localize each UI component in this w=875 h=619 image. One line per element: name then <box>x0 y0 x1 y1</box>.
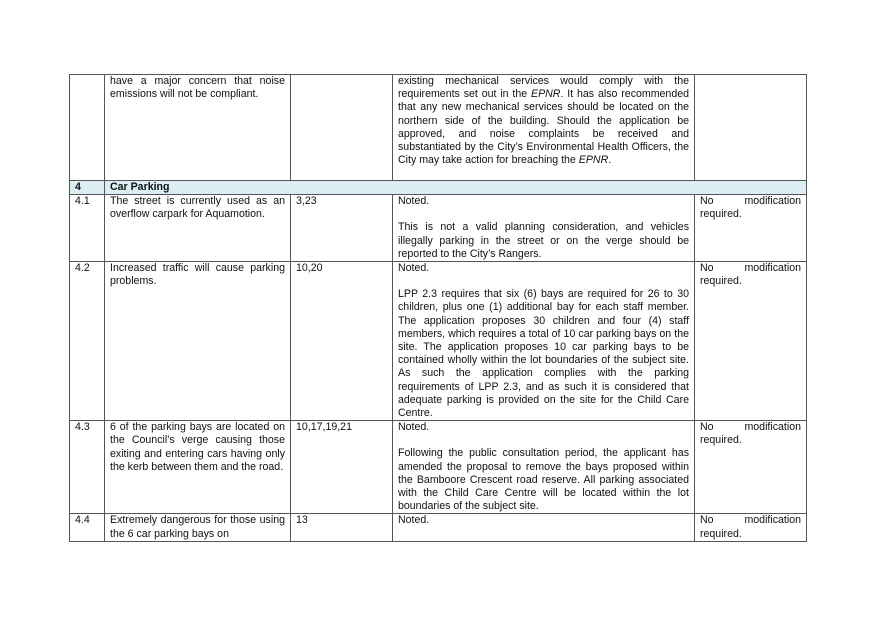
submitter-ids: 3,23 <box>291 195 393 262</box>
row-number-cell <box>70 75 105 181</box>
recommendation-cell <box>695 421 807 514</box>
submission-cell <box>105 75 291 181</box>
section-header-row <box>70 181 807 195</box>
submission-text: have a major concern that noise emissions will not be compliant. <box>110 75 285 101</box>
response-noted: Noted. <box>398 514 430 527</box>
response-cell <box>393 262 695 421</box>
submitter-ids: 10,17,19,21 <box>291 421 393 514</box>
row-number: 4.4 <box>70 514 105 541</box>
recommendation-line: No modification <box>700 514 801 527</box>
response-text: Following the public consultation period, the applicant has amended the proposal to remove the bays proposed within the Bamboore Crescent road reserve. All parking associated with the Child Care Centre will be located within the lot boundaries of the subject site. <box>398 447 689 513</box>
submitter-cell <box>291 75 393 181</box>
recommendation-line: required. <box>700 275 742 288</box>
response-noted: Noted. <box>398 262 430 275</box>
submission-cell: 6 of the parking bays are located on the Council’s verge causing those exiting and entering cars having only the kerb between them and the road. <box>105 421 291 514</box>
response-text-part: existing mechanical services would comply with the requirements set out in the <box>398 75 689 101</box>
table-row <box>70 262 807 421</box>
row-number: 4.1 <box>70 195 105 262</box>
response-text-part: . It has also recommended that any new mechanical services should be located on the northern side of the building. Should the application be approved, and noise complaints be received and substantiated by the City’s Environmental Health Officers, the City may take action for breaching the <box>398 88 689 167</box>
response-text: This is not a valid planning consideration, and vehicles illegally parking in the street or on the verge should be reported to the City’s Rangers. <box>398 221 689 260</box>
recommendation-cell <box>695 195 807 262</box>
response-cell <box>393 195 695 262</box>
submissions-table <box>69 74 807 542</box>
submitter-ids: 10,20 <box>291 262 393 421</box>
submission-cell: Increased traffic will cause parking problems. <box>105 262 291 421</box>
table-row <box>70 514 807 541</box>
table-row <box>70 421 807 514</box>
row-number: 4.2 <box>70 262 105 421</box>
table-row <box>70 195 807 262</box>
response-noted: Noted. <box>398 195 430 208</box>
recommendation-cell <box>695 514 807 541</box>
recommendation-cell <box>695 75 807 181</box>
response-text-emphasis: EPNR <box>578 154 609 167</box>
response-text-emphasis: EPNR <box>531 88 561 101</box>
recommendation-line: required. <box>700 527 742 540</box>
recommendation-cell <box>695 262 807 421</box>
recommendation-line: No modification <box>700 421 801 434</box>
response-cell <box>393 421 695 514</box>
recommendation-line: No modification <box>700 262 801 275</box>
section-title: Car Parking <box>105 181 807 195</box>
table-row <box>70 75 807 181</box>
submitter-ids: 13 <box>291 514 393 541</box>
section-number: 4 <box>70 181 105 195</box>
row-number: 4.3 <box>70 421 105 514</box>
response-text: LPP 2.3 requires that six (6) bays are required for 26 to 30 children, plus one (1) additional bay for each staff member. The application proposes 30 children and four (4) staff members, which requires a total of 10 car parking bays on the site. The application proposes 10 car parking bays to be contained wholly within the lot boundaries of the subject site. As such the application complies with the parking requirements of LPP 2.3, and as such it is considered that adequate parking is provided on the site for the Child Care Centre. <box>398 288 689 420</box>
response-text-part: . <box>608 154 612 167</box>
recommendation-line: required. <box>700 434 742 447</box>
submission-cell: The street is currently used as an overflow carpark for Aquamotion. <box>105 195 291 262</box>
submission-cell: Extremely dangerous for those using the 6 car parking bays on <box>105 514 291 541</box>
response-noted: Noted. <box>398 421 430 434</box>
response-cell <box>393 514 695 541</box>
recommendation-line: required. <box>700 208 742 221</box>
recommendation-line: No modification <box>700 195 801 208</box>
response-cell <box>393 75 695 181</box>
